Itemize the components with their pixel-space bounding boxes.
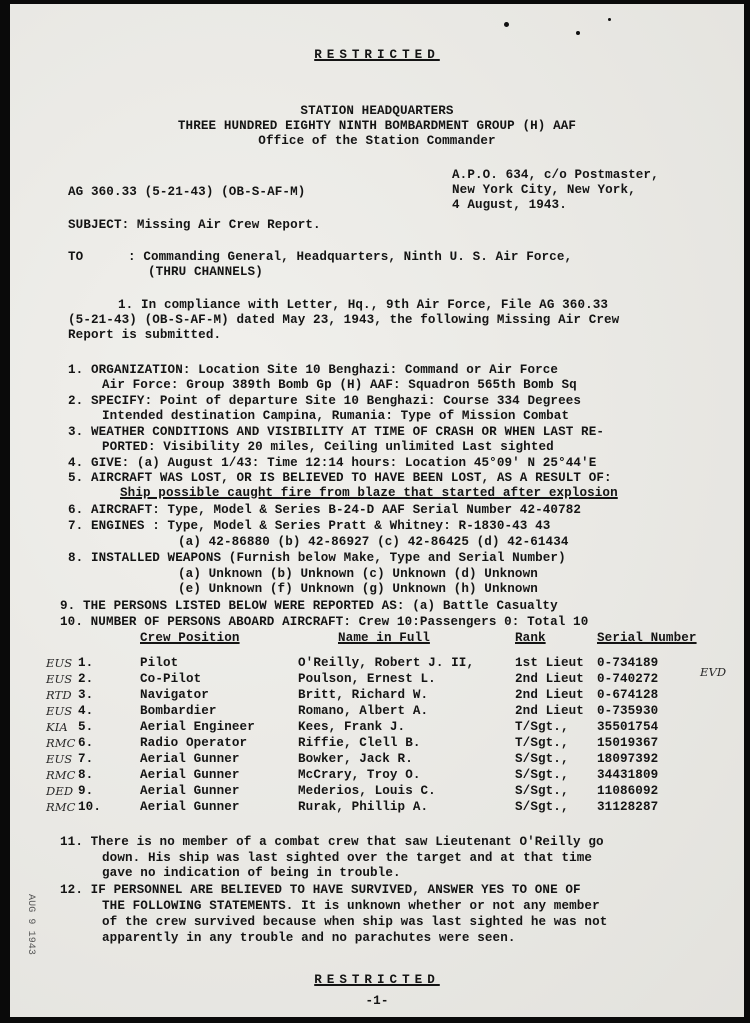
item-1-line-2: Air Force: Group 389th Bomb Gp (H) AAF: Squadron 565th Bomb Sq — [102, 378, 577, 392]
crew-position: Bombardier — [140, 704, 217, 718]
item-3-line-2: PORTED: Visibility 20 miles, Ceiling unlimited Last sighted — [102, 440, 554, 454]
crew-position: Aerial Gunner — [140, 768, 240, 782]
crew-rank: 2nd Lieut — [515, 704, 584, 718]
item-2-line-1: 2. SPECIFY: Point of departure Site 10 Benghazi: Course 334 Degrees — [68, 394, 582, 408]
crew-number: 8. — [78, 768, 94, 782]
crew-serial: 34431809 — [597, 768, 659, 782]
crew-position: Navigator — [140, 688, 209, 702]
crew-serial: 35501754 — [597, 720, 659, 734]
address-city: New York City, New York, — [452, 183, 636, 197]
paragraph-12-line-4: apparently in any trouble and no parachutes were seen. — [102, 931, 516, 945]
speck — [576, 31, 580, 35]
crew-rank: S/Sgt., — [515, 752, 569, 766]
crew-header-rank: Rank — [515, 631, 546, 645]
crew-serial: 0-674128 — [597, 688, 659, 702]
crew-serial: 15019367 — [597, 736, 659, 750]
item-6: 6. AIRCRAFT: Type, Model & Series B-24-D AAF Serial Number 42-40782 — [68, 503, 582, 517]
crew-rank: 1st Lieut — [515, 656, 584, 670]
paragraph-1-line-1: 1. In compliance with Letter, Hq., 9th Air Force, File AG 360.33 — [118, 298, 609, 312]
classification-bottom: RESTRICTED — [314, 973, 440, 987]
crew-number: 4. — [78, 704, 94, 718]
paragraph-12-line-2: THE FOLLOWING STATEMENTS. It is unknown whether or not any member — [102, 899, 600, 913]
subject-line: SUBJECT: Missing Air Crew Report. — [68, 218, 321, 232]
crew-rank: 2nd Lieut — [515, 688, 584, 702]
crew-status-mark: EUS — [46, 752, 73, 766]
file-reference: AG 360.33 (5-21-43) (OB-S-AF-M) — [68, 185, 306, 199]
item-10: 10. NUMBER OF PERSONS ABOARD AIRCRAFT: Crew 10:Passengers 0: Total 10 — [60, 615, 589, 629]
paragraph-1-line-3: Report is submitted. — [68, 328, 222, 342]
crew-name: Kees, Frank J. — [298, 720, 406, 734]
crew-rank: S/Sgt., — [515, 768, 569, 782]
to-label: TO — [68, 250, 84, 264]
crew-name: Riffie, Clell B. — [298, 736, 421, 750]
crew-serial: 0-734189 — [597, 656, 659, 670]
paragraph-1-line-2: (5-21-43) (OB-S-AF-M) dated May 23, 1943, the following Missing Air Crew — [68, 313, 620, 327]
crew-number: 7. — [78, 752, 94, 766]
crew-position: Aerial Gunner — [140, 800, 240, 814]
crew-serial: 31128287 — [597, 800, 659, 814]
crew-number: 2. — [78, 672, 94, 686]
page-number: -1- — [365, 994, 389, 1008]
item-1-line-1: 1. ORGANIZATION: Location Site 10 Benghazi: Command or Air Force — [68, 363, 559, 377]
to-line-1: : Commanding General, Headquarters, Ninth U. S. Air Force, — [128, 250, 573, 264]
paragraph-11-line-3: gave no indication of being in trouble. — [102, 866, 401, 880]
crew-status-mark: RTD — [46, 688, 72, 702]
crew-serial: 18097392 — [597, 752, 659, 766]
item-7-line-2: (a) 42-86880 (b) 42-86927 (c) 42-86425 (d) 42-61434 — [178, 535, 569, 549]
address-apo: A.P.O. 634, c/o Postmaster, — [452, 168, 659, 182]
crew-status-mark: KIA — [46, 720, 68, 734]
crew-serial: 0-740272 — [597, 672, 659, 686]
crew-status-mark: EUS — [46, 704, 73, 718]
item-7-line-1: 7. ENGINES : Type, Model & Series Pratt & Whitney: R-1830-43 43 — [68, 519, 551, 533]
crew-header-name: Name in Full — [338, 631, 430, 645]
item-8-line-2: (a) Unknown (b) Unknown (c) Unknown (d) Unknown — [178, 567, 538, 581]
item-5-line-1: 5. AIRCRAFT WAS LOST, OR IS BELIEVED TO HAVE BEEN LOST, AS A RESULT OF: — [68, 471, 612, 485]
crew-position: Pilot — [140, 656, 179, 670]
crew-name: O'Reilly, Robert J. II, — [298, 656, 475, 670]
paragraph-11-line-2: down. His ship was last sighted over the target and at that time — [102, 851, 593, 865]
speck — [608, 18, 611, 21]
item-2-line-2: Intended destination Campina, Rumania: Type of Mission Combat — [102, 409, 570, 423]
received-stamp: AUG 9 1943 — [25, 894, 36, 956]
address-date: 4 August, 1943. — [452, 198, 567, 212]
paragraph-11-line-1: 11. There is no member of a combat crew that saw Lieutenant O'Reilly go — [60, 835, 604, 849]
document-page — [10, 4, 744, 1017]
crew-serial: 11086092 — [597, 784, 659, 798]
header-line-2: THREE HUNDRED EIGHTY NINTH BOMBARDMENT GROUP (H) AAF — [177, 119, 577, 133]
item-8-line-1: 8. INSTALLED WEAPONS (Furnish below Make, Type and Serial Number) — [68, 551, 566, 565]
classification-top: RESTRICTED — [314, 48, 440, 62]
item-8-line-3: (e) Unknown (f) Unknown (g) Unknown (h) Unknown — [178, 582, 538, 596]
crew-rank: 2nd Lieut — [515, 672, 584, 686]
crew-number: 10. — [78, 800, 101, 814]
item-9: 9. THE PERSONS LISTED BELOW WERE REPORTED AS: (a) Battle Casualty — [60, 599, 558, 613]
crew-rank: T/Sgt., — [515, 736, 569, 750]
crew-name: Bowker, Jack R. — [298, 752, 413, 766]
crew-header-position: Crew Position — [140, 631, 240, 645]
crew-rank: S/Sgt., — [515, 800, 569, 814]
item-4: 4. GIVE: (a) August 1/43: Time 12:14 hours: Location 45°09' N 25°44'E — [68, 456, 597, 470]
crew-name: Rurak, Phillip A. — [298, 800, 429, 814]
crew-position: Aerial Gunner — [140, 752, 240, 766]
crew-status-mark: RMC — [46, 736, 76, 750]
speck — [504, 22, 509, 27]
side-note: EVD — [700, 665, 727, 679]
item-5-line-2: Ship possible caught fire from blaze that started after explosion — [120, 486, 618, 500]
crew-serial: 0-735930 — [597, 704, 659, 718]
crew-number: 9. — [78, 784, 94, 798]
crew-name: Romano, Albert A. — [298, 704, 429, 718]
crew-number: 6. — [78, 736, 94, 750]
crew-status-mark: EUS — [46, 656, 73, 670]
to-line-2: (THRU CHANNELS) — [148, 265, 263, 279]
crew-name: Poulson, Ernest L. — [298, 672, 436, 686]
crew-position: Aerial Engineer — [140, 720, 255, 734]
crew-position: Radio Operator — [140, 736, 248, 750]
crew-number: 1. — [78, 656, 94, 670]
crew-number: 5. — [78, 720, 94, 734]
crew-status-mark: DED — [46, 784, 74, 798]
crew-number: 3. — [78, 688, 94, 702]
crew-status-mark: RMC — [46, 800, 76, 814]
header-line-3: Office of the Station Commander — [258, 134, 496, 148]
crew-status-mark: RMC — [46, 768, 76, 782]
paragraph-12-line-1: 12. IF PERSONNEL ARE BELIEVED TO HAVE SURVIVED, ANSWER YES TO ONE OF — [60, 883, 581, 897]
crew-position: Aerial Gunner — [140, 784, 240, 798]
paragraph-12-line-3: of the crew survived because when ship was last sighted he was not — [102, 915, 608, 929]
header-line-1: STATION HEADQUARTERS — [300, 104, 454, 118]
crew-header-serial: Serial Number — [597, 631, 697, 645]
crew-status-mark: EUS — [46, 672, 73, 686]
crew-rank: S/Sgt., — [515, 784, 569, 798]
crew-position: Co-Pilot — [140, 672, 202, 686]
crew-name: McCrary, Troy O. — [298, 768, 421, 782]
item-3-line-1: 3. WEATHER CONDITIONS AND VISIBILITY AT TIME OF CRASH OR WHEN LAST RE- — [68, 425, 605, 439]
crew-name: Mederios, Louis C. — [298, 784, 436, 798]
crew-name: Britt, Richard W. — [298, 688, 429, 702]
crew-rank: T/Sgt., — [515, 720, 569, 734]
